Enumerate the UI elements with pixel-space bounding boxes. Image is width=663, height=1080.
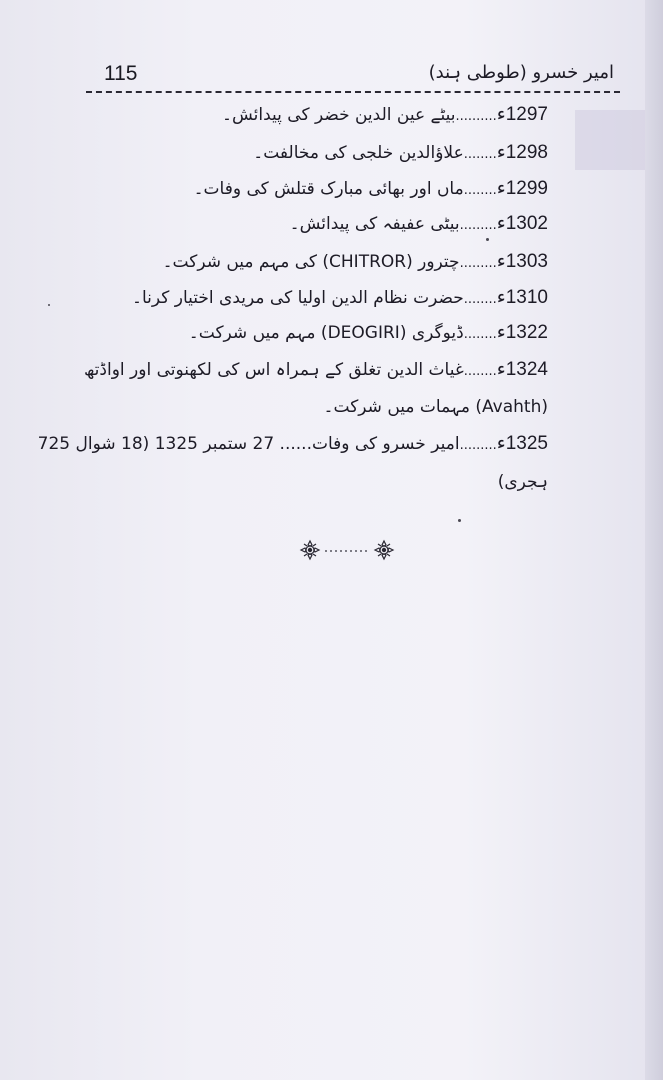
entry-text: غیاث الدین تغلق کے ہمراہ اس کی لکھنوتی اور اواڈتھ (83, 360, 464, 380)
entry-year: 1298ء (496, 142, 548, 163)
entry-leader-dots: ......... (459, 256, 497, 271)
ink-speck (486, 238, 489, 241)
entry-leader-dots: ........ (463, 183, 497, 198)
chronology-entry (194, 177, 548, 203)
entry-year: 1303ء (496, 251, 548, 272)
ornament-dots-icon (325, 550, 367, 552)
entry-leader-dots: ......... (459, 438, 497, 453)
entry-year: 1299ء (496, 178, 548, 199)
chronology-entry (222, 103, 548, 129)
ink-speck (48, 304, 50, 306)
entry-year: 1297ء (496, 104, 548, 125)
entry-year: 1325ء (496, 433, 548, 454)
entry-leader-dots: .......... (455, 109, 497, 124)
entry-text: ڈیوگری (DEOGIRI) مہم میں شرکت۔ (188, 323, 464, 343)
chronology-entry (253, 141, 548, 167)
chronology-entry (163, 250, 548, 276)
entry-text: چترور (CHITROR) کی مہم میں شرکت۔ (162, 252, 460, 272)
entry-continuation: ہجری) (497, 472, 548, 492)
chronology-entry (84, 358, 548, 384)
entry-leader-dots: ........ (463, 364, 497, 379)
chronology-entry (38, 432, 548, 458)
page-header (96, 60, 620, 94)
entry-year: 1322ء (496, 322, 548, 343)
entry-text: علاؤالدین خلجی کی مخالفت۔ (253, 143, 464, 163)
flower-ornament-icon (301, 541, 319, 559)
entry-text: امیر خسرو کی وفات...... 27 ستمبر 1325 (18 شوال 725 (37, 434, 460, 454)
entry-leader-dots: ........ (463, 327, 497, 342)
entry-continuation: (Avahth) مہمات میں شرکت۔ (323, 397, 548, 417)
entry-leader-dots: ......... (459, 218, 497, 233)
page-number: 115 (104, 62, 138, 85)
page-edge (645, 0, 663, 1080)
chronology-entry (290, 212, 548, 238)
entry-year: 1302ء (496, 213, 548, 234)
entry-text: ماں اور بھائی مبارک قتلش کی وفات۔ (193, 179, 464, 199)
chronology-entry (189, 321, 548, 347)
entry-year: 1324ء (496, 359, 548, 380)
entry-text: بیٹی عفیفہ کی پیدائش۔ (289, 214, 460, 234)
entry-leader-dots: ........ (463, 292, 497, 307)
ink-bleed-mark (575, 110, 645, 170)
header-divider (86, 91, 620, 93)
entry-year: 1310ء (496, 287, 548, 308)
entry-text: بیٹے عین الدین خضر کی پیدائش۔ (222, 105, 456, 125)
chronology-entry (132, 286, 548, 312)
flower-ornament-icon (375, 541, 393, 559)
entry-text: حضرت نظام الدین اولیا کی مریدی اختیار کرنا۔ (132, 288, 464, 308)
section-end-ornament (298, 538, 398, 562)
entry-leader-dots: ........ (463, 147, 497, 162)
ink-speck (458, 519, 461, 522)
running-title: امیر خسرو (طوطی ہند) (428, 62, 614, 83)
